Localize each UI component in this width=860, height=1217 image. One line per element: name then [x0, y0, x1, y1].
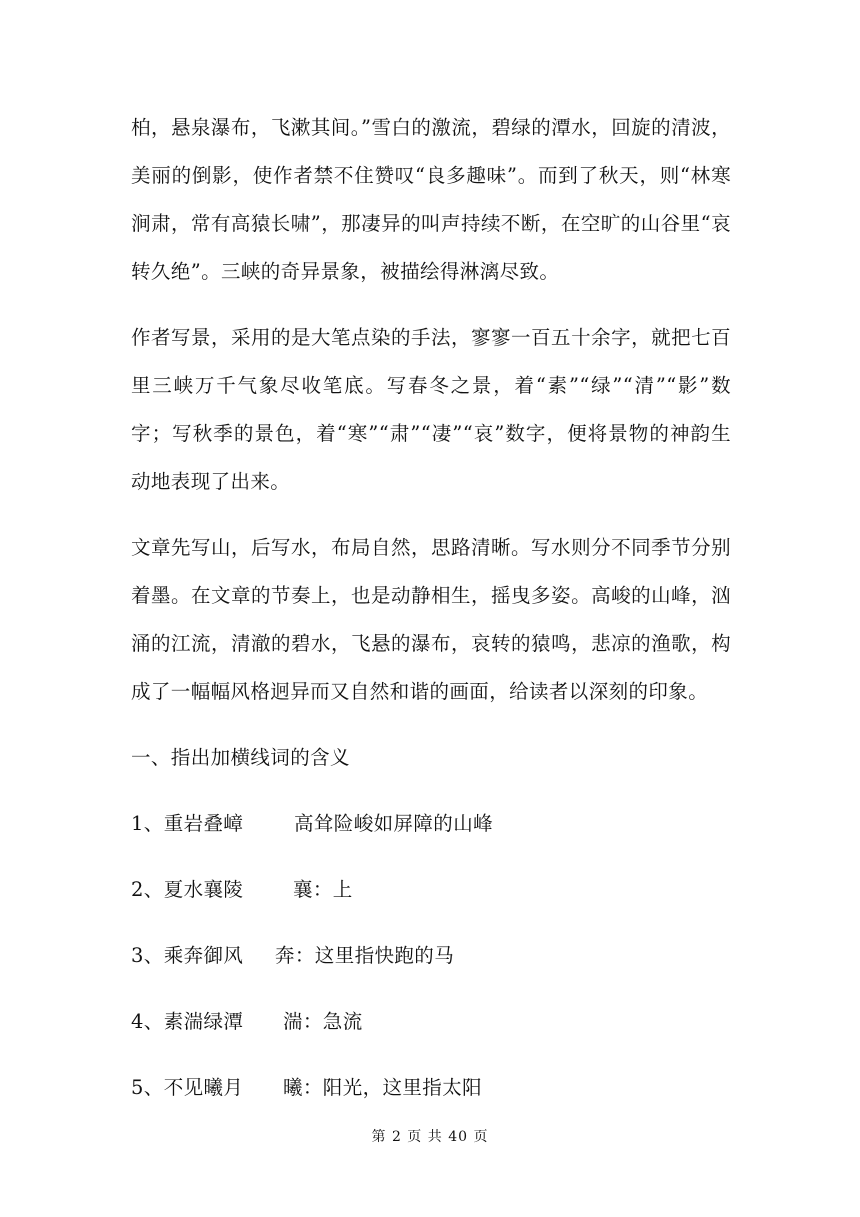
item-term: 3、乘奔御风 — [131, 944, 244, 967]
list-item — [131, 998, 731, 1046]
list-item — [131, 800, 731, 848]
item-definition: 曦：阳光，这里指太阳 — [283, 1076, 483, 1099]
paragraph: 作者写景，采用的是大笔点染的手法，寥寥一百五十余字，就把七百里三峡万千气象尽收笔底。写春冬之景，着“素”“绿”“清”“影”数字；写秋季的景色，着“寒”“肃”“凄”“哀”数字，便将景物的神韵生动地表现了出来。 — [131, 326, 731, 493]
list-item — [131, 932, 731, 980]
list-item — [131, 1064, 731, 1112]
page-footer: 第 2 页 共 40 页 — [371, 1129, 489, 1145]
page-content — [131, 104, 731, 1112]
paragraph: 柏，悬泉瀑布，飞漱其间。”雪白的激流，碧绿的潭水，回旋的清波，美丽的倒影，使作者禁不住赞叹“良多趣味”。而到了秋天，则“林寒涧肃，常有高猿长啸”，那凄异的叫声持续不断，在空旷的山谷里“哀转久绝”。三峡的奇异景象，被描绘得淋漓尽致。 — [131, 116, 731, 283]
item-term: 1、重岩叠嶂 — [131, 812, 244, 835]
item-term: 4、素湍绿潭 — [131, 1010, 244, 1033]
item-term: 2、夏水襄陵 — [131, 878, 244, 901]
item-definition: 襄：上 — [293, 878, 353, 901]
paragraph: 文章先写山，后写水，布局自然，思路清晰。写水则分不同季节分别着墨。在文章的节奏上，也是动静相生，摇曳多姿。高峻的山峰，汹涌的江流，清澈的碧水，飞悬的瀑布，哀转的猿鸣，悲凉的渔歌，构成了一幅幅风格迥异而又自然和谐的画面，给读者以深刻的印象。 — [131, 536, 731, 703]
section-heading: 一、指出加横线词的含义 — [131, 746, 350, 769]
item-term: 5、不见曦月 — [131, 1076, 244, 1099]
list-item — [131, 866, 731, 914]
item-definition: 奔：这里指快跑的马 — [275, 944, 455, 967]
item-definition: 湍：急流 — [283, 1010, 363, 1033]
item-definition: 高耸险峻如屏障的山峰 — [294, 812, 494, 835]
